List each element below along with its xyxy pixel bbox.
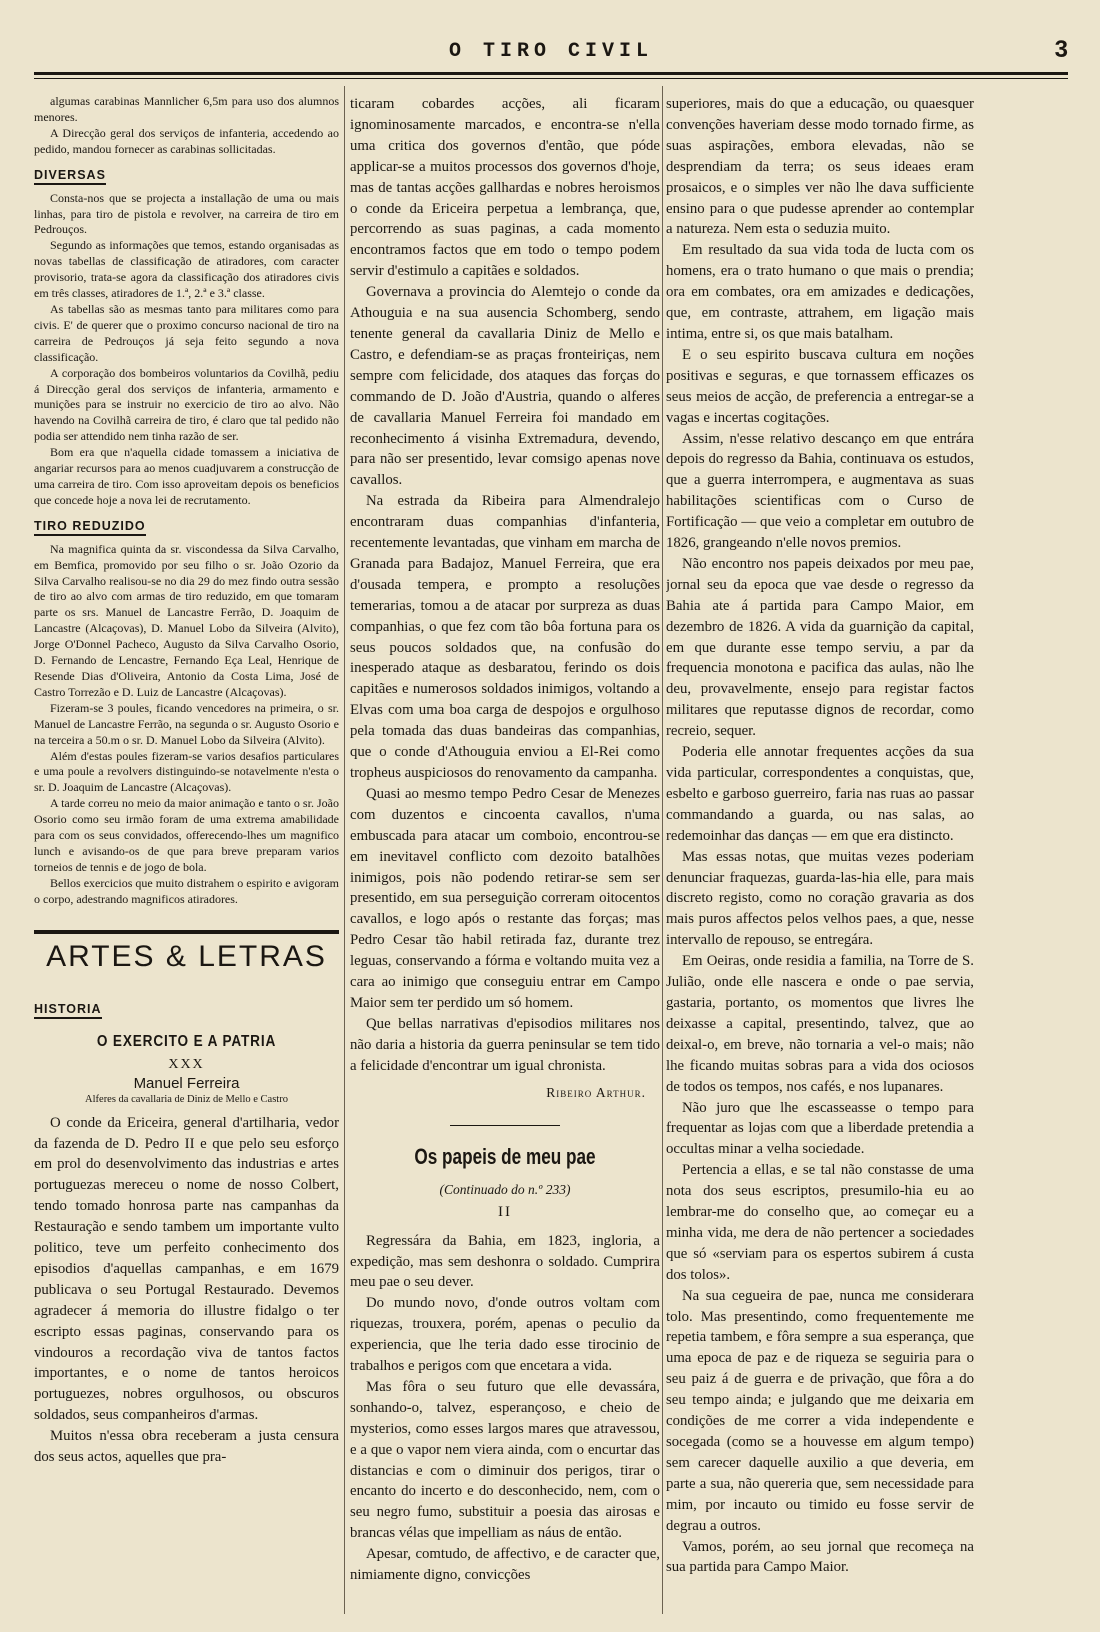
paragraph: Pertencia a ellas, e se tal não constasse de uma nota dos seus escriptos, presumilo-hia eu ao lembrar-me do conselho que, ao começar eu a minha vida, me dera de não pertencer a sociedades que só «serviam para os espertos subirem á custa dos tolos». [666, 1162, 974, 1283]
paragraph: As tabellas são as mesmas tanto para militares como para civis. E' de querer que o proximo concurso nacional de tiro na carreira de Pedrouços já seja feito segundo a nova classificação. [34, 301, 339, 364]
section-divider-thick [34, 930, 339, 934]
artes-letras-heading: ARTES & LETRAS [46, 939, 327, 973]
paragraph: Governava a provincia do Alemtejo o conde da Athouguia e na sua ausencia Schomberg, sendo tenente general da cavallaria Diniz de Mello e Castro, e defendiam-se as praças fronteiriças, nem sempre com felicidade, dos ataques das forças do commando de D. João d'Austria, quando o alferes de cavallaria Manuel Ferreira foi mandado em reconhecimento á visinha Extremadura, devendo, para não ser presentido, levar comsigo apenas nove cavallos. [350, 284, 660, 489]
article-subtitle: Alferes da cavallaria de Diniz de Mello e Castro [85, 1093, 288, 1105]
section-heading-historia: HISTORIA [34, 1002, 102, 1019]
paragraph: Bom era que n'aquella cidade tomassem a iniciativa de angariar recursos para ao menos cuadjuvarem a construcção de uma carreira de tiro. Com isso aproveitam depois os beneficios que concede hoje a nova lei de recrutamento. [34, 445, 339, 507]
paragraph: Poderia elle annotar frequentes acções da sua vida particular, correspondentes a conquistas, que, esbelto e garboso guerreiro, faria nas ruas ao passar commandando a guarda, ou nas salas, ao redemoinhar das danças — em que era distincto. [666, 744, 974, 844]
short-divider [450, 1125, 560, 1126]
paragraph: O conde da Ericeira, general d'artilharia, vedor da fazenda de D. Pedro II e que pelo seu esforço em prol do desenvolvimento das industrias e artes portuguezas mereceu o nome de nosso Colbert, tendo tomado honrosa parte nas campanhas da Restauração e sendo tambem um importante vulto politico, teve um perfeito conhecimento dos episodios d'aquellas campanhas, e em 1679 publicava o seu Portugal Restaurado. Devemos agradecer á memoria do illustre fidalgo o ter escripto essas paginas, conservando para os vindouros a recordação viva de tantos factos importantes, e o nome de tantos heroicos portuguezes, nobres orgulhosos, ou obscuros soldados, seus companheiros d'armas. [34, 1114, 339, 1424]
section-heading-diversas: DIVERSAS [34, 168, 106, 185]
paragraph: superiores, mais do que a educação, ou quaesquer convenções haveriam desse modo tornado firme, as suas aspirações, embora elevadas, não se desprendiam da terra; os seus ideaes eram prosaicos, e o simples ver não lhe dava sufficiente ensino para o que pudesse aprender ao contemplar a natureza. Nem esta o seduzia muito. [666, 96, 974, 238]
article-title: O EXERCITO E A PATRIA [96, 1032, 277, 1050]
paragraph: Na sua cegueira de pae, nunca me considerara tolo. Mas presentindo, como frequentemente me repetia tambem, e fôra sempre a sua esperança, que uma epoca de paz e de riqueza se seguiria para o seu paiz á de guerra e de privação, que fôra a do seu tempo ainda; e julgando que me deixaria em condições de me correr a vida independente e socegada (como se a houvesse em algum tempo) sem carecer daquelle auxilio a que deveria, em parte a sua, não quereria que, sem necessidade para mim, por incauto ou timido eu fosse servir de degrau a outros. [666, 1287, 974, 1534]
diversas-block [34, 191, 339, 509]
paragraph: Mas essas notas, que muitas vezes poderiam denunciar fraquezas, guarda-las-hia elle, para mais discreto registo, como no coração gravaria as dos mais puros affectos pelos velhos paes, a que, nesse intervallo de repouso, se entregára. [666, 848, 974, 949]
chapter-number: II [498, 1203, 512, 1220]
tiro-block [34, 542, 339, 908]
paragraph: Que bellas narrativas d'episodios militares nos não daria a historia da guerra peninsular se tem tido a felicidade d'encontrar um igual chronista. [350, 1015, 660, 1074]
newspaper-title: O TIRO CIVIL [448, 40, 654, 63]
paragraph: Em resultado da sua vida toda de lucta com os homens, era o trato humano o que mais o prendia; ora em combates, ora em amizades e dedicações, que, em contraste, attrahem, em ligação mais intima, entre si, os que mais batalham. [666, 242, 974, 342]
column-divider [344, 86, 345, 1614]
paragraph: A corporação dos bombeiros voluntarios da Covilhã, pediu á Direcção geral dos serviços de infanteria, armamento e munições para se instruir no exercicio de tiro ao alvo. Não havendo na Covilhã carreira de tiro, é claro que tal pedido não podia ser attendido nem tinha razão de ser. [34, 365, 339, 444]
paragraph: Não juro que lhe escasseasse o tempo para frequentar as lojas com que a liberdade pretendia a occultas minar a velha sociedade. [666, 1099, 974, 1158]
header-rule [34, 72, 1068, 75]
paragraph: Além d'estas poules fizeram-se varios desafios particulares e uma poule a revolvers distinguindo-se notavelmente n'esta o sr. D. Joaquim de Lancastre (Alcaçovas). [34, 748, 339, 795]
column-divider [662, 86, 663, 1614]
paragraph: Quasi ao mesmo tempo Pedro Cesar de Menezes com duzentos e cincoenta cavallos, n'uma embuscada para atacar um comboio, encontrou-se em inevitavel conflicto com dezoito batalhões inimigos, pois não podendo retirar-se sem ser presentido, em sua perseguição correram oitocentos cavallos, e logo após o restante das forças; mas Pedro Cesar tão habil retirada faz, durante trez leguas, conservando a fórma e voltando muita vez a cara ao inimigo que conseguiu entrar em Campo Maior sem ter perdido um só homem. [350, 785, 660, 1011]
paragraph: Consta-nos que se projecta a installação de uma ou mais linhas, para tiro de pistola e revolver, na carreira de tiro em Pedrouços. [34, 190, 339, 237]
article-subject: Manuel Ferreira [133, 1074, 240, 1092]
papeis-title: Os papeis de meu pae [414, 1143, 596, 1169]
page-number: 3 [1054, 36, 1068, 63]
paragraph: Regressára da Bahia, em 1823, ingloria, a expedição, mas sem deshonra o soldado. Cumprira meu pae o seu dever. [350, 1232, 660, 1291]
column-1 [34, 94, 339, 1622]
paragraph: Na estrada da Ribeira para Almendralejo encontraram duas companhias d'infanteria, recentemente levantadas, que vinham em marcha de Granada para Badajoz, Manuel Ferreira, que era d'ousada tempera, e prompto a resoluções temerarias, tomou a de atacar por surpreza as duas companhias, o que fez com tão bôa fortuna para os seus poucos soldados que, na confusão do inesperado ataque as desbaratou, ferindo os dois capitães e numerosos soldados inimigos, voltando a Elvas com uma boa carga de despojos e orgulhoso pela tomada das duas bandeiras das companhias, que o conde d'Athouguia enviou a El-Rei como tropheus auspiciosos do renovamento da campanha. [350, 493, 660, 781]
papeis-body [350, 1231, 660, 1586]
header-rule-thin [34, 78, 1068, 79]
paragraph: A Direcção geral dos serviços de infanteria, accedendo ao pedido, mandou fornecer as carabinas sollicitadas. [34, 125, 339, 156]
paragraph: ticaram cobardes acções, ali ficaram ignominosamente marcados, e encontra-se n'ella uma critica dos governos d'então, que póde applicar-se a muitos processos dos governos d'hoje, mas de tantas acções gallhardas e nobres heroismos o conde da Ericeira perpetua a lembrança, que, percorrendo as suas paginas, a cada momento encontramos factos que em todo o tempo podem servir d'estimulo a capitães e soldados. [350, 96, 660, 280]
paragraph: Vamos, porém, ao seu jornal que recomeça na sua partida para Campo Maior. [666, 1538, 974, 1576]
paragraph: E o seu espirito buscava cultura em noções positivas e seguras, e que tornassem efficazes os seus meios de acção, de preferencia a entregar-se a vagas e incertas cogitações. [666, 346, 974, 426]
paragraph: Na magnifica quinta da sr. viscondessa da Silva Carvalho, em Bemfica, promovido por seu filho o sr. João Ozorio da Silva Carvalho realisou-se no dia 29 do mez findo outra sessão de tiro ao alvo com armas de tiro reduzido, em que tomaram parte os srs. Manuel de Lancastre Ferrão, D. Joaquim de Lancastre (Alcaçovas), D. Manuel Lobo da Silveira (Alvito), Jorge O'Donnel Pacheco, Augusto da Silva Carvalho Osorio, D. Fernando de Lencastre, Fernando Eça Leal, Henrique de Resende Dias d'Oliveira, Antonio da Costa Lima, José de Castro Torrezão e D. Luiz de Lancastre (Alcaçovas). [34, 541, 339, 699]
paragraph: Do mundo novo, d'onde outros voltam com riquezas, trouxera, porém, apenas o peculio da experiencia, que lhe teria dado esse tirocinio de trabalhos e perigos com que encetara a vida. [350, 1295, 660, 1375]
paragraph: Assim, n'esse relativo descanço em que entrára depois do regresso da Bahia, continuava os estudos, que a guerra interrompera, e augmentava as suas habilitações scientificas com o Curso de Fortificação — que veio a completar em outubro de 1826, grangeando n'elle novos premios. [666, 430, 974, 552]
paragraph: Fizeram-se 3 poules, ficando vencedores na primeira, o sr. Manuel de Lancastre Ferrão, na segunda o sr. Augusto Osorio e na terceira a 50.m o sr. D. Manuel Lobo da Silveira (Alvito). [34, 700, 339, 747]
section-heading-tiro-reduzido: TIRO REDUZIDO [34, 519, 146, 536]
column-3 [666, 94, 974, 1622]
intro-block [34, 94, 339, 158]
papeis-continuation [666, 94, 974, 1578]
paragraph: Apesar, comtudo, de affectivo, e de caracter que, nimiamente digno, convicções [350, 1546, 660, 1584]
article-number: XXX [168, 1056, 205, 1072]
article-body [34, 1113, 339, 1468]
column-2 [350, 94, 660, 1622]
author-signature: Ribeiro Arthur. [546, 1084, 646, 1100]
page-header [34, 36, 1068, 66]
article-continuation [350, 94, 660, 1077]
paragraph: Não encontro nos papeis deixados por meu pae, jornal seu da epoca que vae desde o regresso da Bahia ate á partida para Campo Maior, em dezembro de 1826. A vida da guarnição da capital, em que durante esse tempo serviu, a par da frequencia monotona e pacifica das aulas, não lhe deu, provavelmente, ensejo para registar factos militares que reputasse dignos de recordar, como recreio, sequer. [666, 555, 974, 740]
paragraph: Muitos n'essa obra receberam a justa censura dos seus actos, aquelles que pra- [34, 1428, 339, 1466]
continued-note: (Continuado do n.º 233) [439, 1181, 571, 1197]
paragraph: Bellos exercicios que muito distrahem o espirito e avigoram o corpo, adestrando magnificos atiradores. [34, 875, 339, 906]
paragraph: Segundo as informações que temos, estando organisadas as novas tabellas de classificação de atiradores, com caracter provisorio, trata-se agora da classificação dos atiradores civis em três classes, atiradores de 1.ª, 2.ª e 3.ª classe. [34, 238, 339, 301]
paragraph: Mas fôra o seu futuro que elle devassára, sonhando-o, talvez, esperançoso, e cheio de mysterios, como esses largos mares que atravessou, e a que o vapor nem viera ainda, com o encurtar das distancias e com o diminuir dos perigos, tirar o encanto do incerto e do desconhecido, nem, com o seu negro fumo, substituir a poesia das airosas e brancas vélas que impelliam as náus de então. [350, 1378, 660, 1542]
paragraph: Em Oeiras, onde residia a familia, na Torre de S. Julião, onde elle nascera e onde o pae servia, gastaria, portanto, os momentos que livres lhe deixasse a capital, presentindo, talvez, que ao deixal-o, em breve, não tornaria a vel-o mais; não lhe ficando muitas sobras para a vida dos ociosos de todos os tempos, nos cafés, e nos lupanares. [666, 953, 974, 1095]
paragraph: A tarde correu no meio da maior animação e tanto o sr. João Osorio como seu irmão foram de uma extrema amabilidade para com os seus convidados, offerecendo-lhes um magnifico lunch e avisando-os de que para breve preparam varios torneios de tennis e de jogo de bola. [34, 796, 339, 874]
paragraph: algumas carabinas Mannlicher 6,5m para uso dos alumnos menores. [34, 94, 339, 124]
